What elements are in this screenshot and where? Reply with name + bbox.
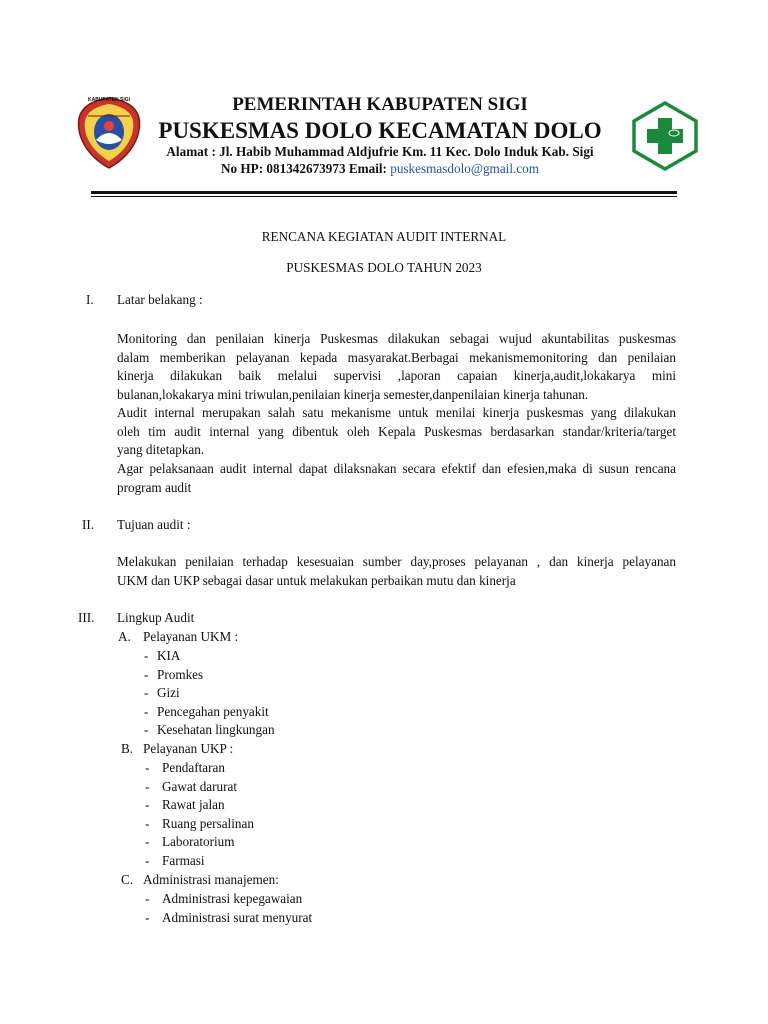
list-dash: - bbox=[145, 891, 150, 906]
paragraph-line: program audit bbox=[117, 479, 192, 495]
letterhead-rule-thick bbox=[91, 191, 677, 194]
list-item: Gizi bbox=[157, 685, 180, 700]
section-heading: Tujuan audit : bbox=[117, 517, 191, 532]
group-letter: A. bbox=[118, 629, 131, 644]
paragraph-line: UKM dan UKP sebagai dasar untuk melakukan perbaikan mutu dan kinerja bbox=[117, 572, 516, 588]
list-dash: - bbox=[144, 703, 149, 719]
paragraph-line: oleh tim audit internal yang dibentuk oleh Kepala Puskesmas berdasarkan standar/kriteria/target bbox=[117, 423, 676, 439]
group-label: Pelayanan UKP : bbox=[143, 741, 234, 756]
section-number: III. bbox=[78, 610, 95, 625]
letterhead-contact bbox=[140, 160, 620, 178]
list-item: Rawat jalan bbox=[162, 797, 225, 812]
letterhead-line-government: PEMERINTAH KABUPATEN SIGI bbox=[232, 94, 528, 115]
letterhead-rule-thin bbox=[91, 196, 677, 197]
document-title: RENCANA KEGIATAN AUDIT INTERNAL bbox=[261, 229, 507, 244]
list-item: KIA bbox=[157, 648, 181, 663]
letterhead-address: Alamat : Jl. Habib Muhammad Aldjufrie Km. 11 Kec. Dolo Induk Kab. Sigi bbox=[166, 144, 594, 159]
seal-banner-text: KABUPATEN SIGI bbox=[87, 97, 131, 103]
paragraph-line: yang ditetapkan. bbox=[117, 442, 205, 457]
group-label: Administrasi manajemen: bbox=[143, 872, 279, 887]
paragraph-line: Melakukan penilaian terhadap kesesuaian sumber day,proses pelayanan , dan kinerja pelayanan bbox=[117, 554, 676, 569]
list-item: Gawat darurat bbox=[162, 778, 238, 794]
paragraph-line: Agar pelaksanaan audit internal dapat dilaksnakan secara efektif dan efesien,maka di susun rencana bbox=[117, 461, 676, 476]
paragraph-line: Audit internal merupakan salah satu mekanisme untuk menilai kinerja puskesmas yang dilakukan bbox=[117, 405, 676, 420]
list-item: Farmasi bbox=[162, 852, 205, 868]
group-label: Pelayanan UKM : bbox=[143, 629, 239, 644]
list-item: Ruang persalinan bbox=[162, 815, 254, 831]
paragraph-line: dalam memberikan pelayanan kepada masyarakat.Berbagai mekanismemonitoring dan penilaian bbox=[117, 349, 676, 365]
list-item: Kesehatan lingkungan bbox=[157, 722, 275, 737]
shield-icon bbox=[76, 96, 142, 170]
list-item: Pencegahan penyakit bbox=[157, 703, 269, 719]
letterhead-line-institution: PUSKESMAS DOLO KECAMATAN DOLO bbox=[158, 118, 602, 143]
list-dash: - bbox=[145, 778, 150, 794]
section-heading: Latar belakang : bbox=[117, 292, 203, 307]
list-dash: - bbox=[145, 852, 150, 868]
regency-seal-logo bbox=[76, 96, 142, 170]
puskesmas-logo bbox=[630, 100, 700, 172]
paragraph-line: kinerja dilakukan baik melalui supervisi ,laporan capaian kinerja,audit,lokakarya mini bbox=[117, 368, 676, 383]
document-subtitle: PUSKESMAS DOLO TAHUN 2023 bbox=[286, 260, 482, 275]
list-dash: - bbox=[145, 815, 150, 831]
section-number: II. bbox=[82, 517, 95, 532]
email-link[interactable]: puskesmasdolo@gmail.com bbox=[390, 161, 539, 176]
list-dash: - bbox=[144, 685, 149, 700]
section-heading: Lingkup Audit bbox=[117, 610, 195, 625]
paragraph-line: bulanan,lokakarya mini triwulan,penilaian kinerja semester,danpenilaian kinerja tahunan. bbox=[117, 386, 589, 402]
list-dash: - bbox=[144, 648, 149, 663]
list-item: Administrasi surat menyurat bbox=[162, 909, 313, 925]
list-dash: - bbox=[144, 722, 149, 737]
phone-text: No HP: 081342673973 Email: bbox=[221, 161, 391, 176]
list-item: Laboratorium bbox=[162, 834, 235, 849]
list-item: Promkes bbox=[157, 666, 204, 682]
list-dash: - bbox=[145, 834, 150, 849]
group-letter: C. bbox=[121, 872, 134, 887]
group-letter: B. bbox=[121, 741, 134, 756]
list-dash: - bbox=[145, 909, 150, 925]
section-number: I. bbox=[86, 292, 94, 307]
health-cross-icon bbox=[630, 100, 700, 172]
list-dash: - bbox=[145, 760, 150, 775]
list-item: Pendaftaran bbox=[162, 760, 225, 775]
list-dash: - bbox=[145, 797, 150, 812]
list-item: Administrasi kepegawaian bbox=[162, 891, 303, 906]
paragraph-line: Monitoring dan penilaian kinerja Puskesmas dilakukan sebagai wujud akuntabilitas puskesmas bbox=[117, 331, 676, 346]
list-dash: - bbox=[144, 666, 149, 682]
